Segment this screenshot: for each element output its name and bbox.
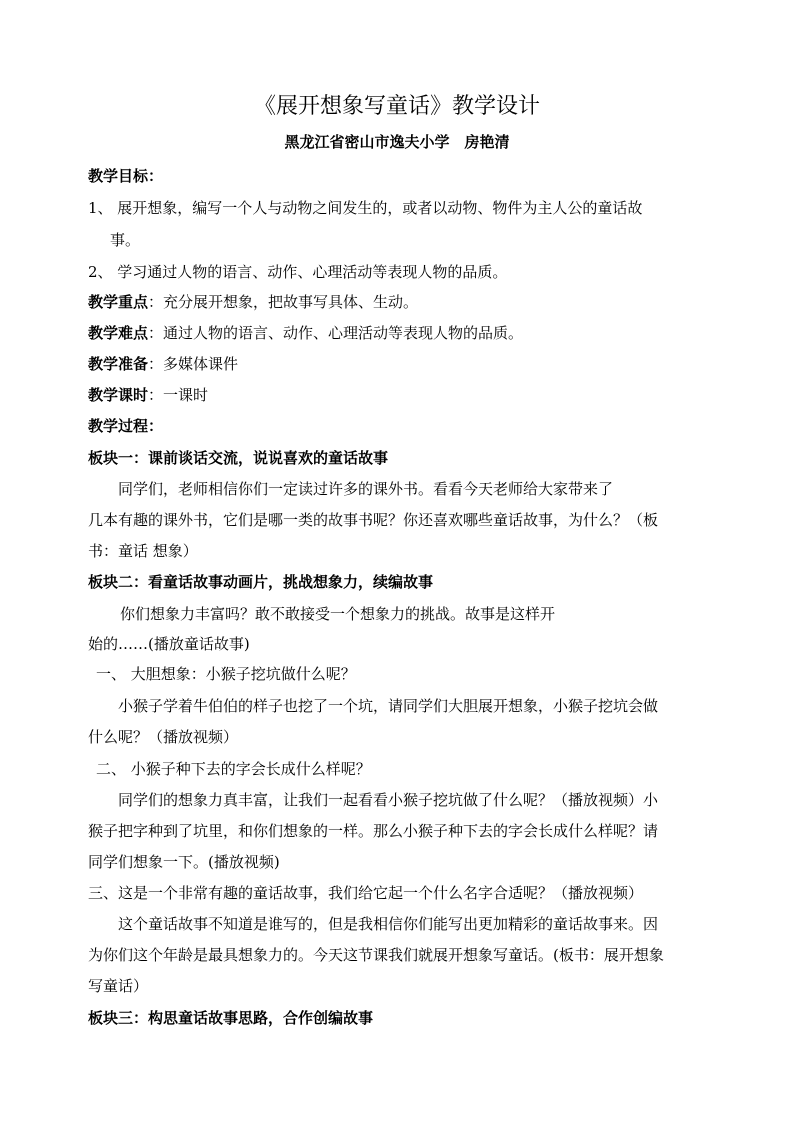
step3-paragraph-line-1: 这个童话故事不知道是谁写的，但是我相信你们能写出更加精彩的童话故事来。因: [118, 915, 659, 933]
key-point-row: [88, 290, 418, 314]
step2-paragraph-line-1: 同学们的想象力真丰富，让我们一起看看小猴子挖坑做了什么呢？（播放视频）小: [118, 791, 659, 809]
block2-heading: 板块二：看童话故事动画片，挑战想象力，续编故事: [88, 573, 434, 591]
step1-paragraph-line-2: 什么呢？（播放视频）: [88, 728, 239, 746]
key-point-label: 教学重点: [88, 293, 149, 311]
block3-heading: 板块三：构思童话故事思路，合作创编故事: [88, 1009, 374, 1027]
objective-2: 2、 学习通过人物的语言、动作、心理活动等表现人物的品质。: [88, 263, 508, 281]
block1-heading: 板块一：课前谈话交流，说说喜欢的童话故事: [88, 449, 389, 467]
block2-paragraph-line-1: 你们想象力丰富吗？敢不敢接受一个想象力的挑战。故事是这样开: [120, 605, 556, 623]
difficulty-label: 教学难点: [88, 324, 149, 342]
hours-row: [88, 383, 208, 407]
step2-paragraph-line-3: 同学们想象一下。(播放视频): [88, 853, 280, 871]
step3-paragraph-line-2: 为你们这个年龄是最具想象力的。今天这节课我们就展开想象写童话。(板书：展开想象: [88, 946, 664, 964]
objective-1-line-2: 事。: [110, 231, 141, 249]
process-heading: 教学过程：: [88, 417, 164, 435]
prep-row: [88, 352, 238, 376]
prep-label: 教学准备: [88, 355, 149, 373]
step1-paragraph-line-1: 小猴子学着牛伯伯的样子也挖了一个坑，请同学们大胆展开想象，小猴子挖坑会做: [118, 697, 659, 715]
document-title: 《展开想象写童话》教学设计: [253, 94, 540, 119]
author-line: 黑龙江省密山市逸夫小学 房艳清: [284, 133, 510, 151]
step2-heading: 二、 小猴子种下去的字会长成什么样呢？: [96, 760, 371, 778]
step1-heading: 一、 大胆想象：小猴子挖坑做什么呢？: [96, 665, 356, 683]
hours-label: 教学课时: [88, 386, 149, 404]
block2-paragraph-line-2: 始的……(播放童话故事): [88, 635, 250, 653]
block1-paragraph-line-1: 同学们，老师相信你们一定读过许多的课外书。看看今天老师给大家带来了: [118, 480, 614, 498]
difficulty-row: [88, 321, 523, 345]
step3-paragraph-line-3: 写童话）: [88, 977, 149, 995]
objective-1-line-1: 1、 展开想象，编写一个人与动物之间发生的，或者以动物、物件为主人公的童话故: [88, 199, 643, 217]
step2-paragraph-line-2: 猴子把字种到了坑里，和你们想象的一样。那么小猴子种下去的字会长成什么样呢？请: [88, 822, 659, 840]
block1-paragraph-line-2: 几本有趣的课外书，它们是哪一类的故事书呢？你还喜欢哪些童话故事，为什么？（板: [88, 511, 659, 529]
hours-text: ：一课时: [148, 386, 209, 404]
block1-paragraph-line-3: 书：童话 想象）: [88, 542, 198, 560]
prep-text: ：多媒体课件: [148, 355, 239, 373]
difficulty-text: ：通过人物的语言、动作、心理活动等表现人物的品质。: [148, 324, 524, 342]
objectives-heading: 教学目标：: [88, 167, 164, 185]
step3-heading: 三、这是一个非常有趣的童话故事，我们给它起一个什么名字合适呢？（播放视频）: [88, 884, 644, 902]
key-point-text: ：充分展开想象，把故事写具体、生动。: [148, 293, 419, 311]
